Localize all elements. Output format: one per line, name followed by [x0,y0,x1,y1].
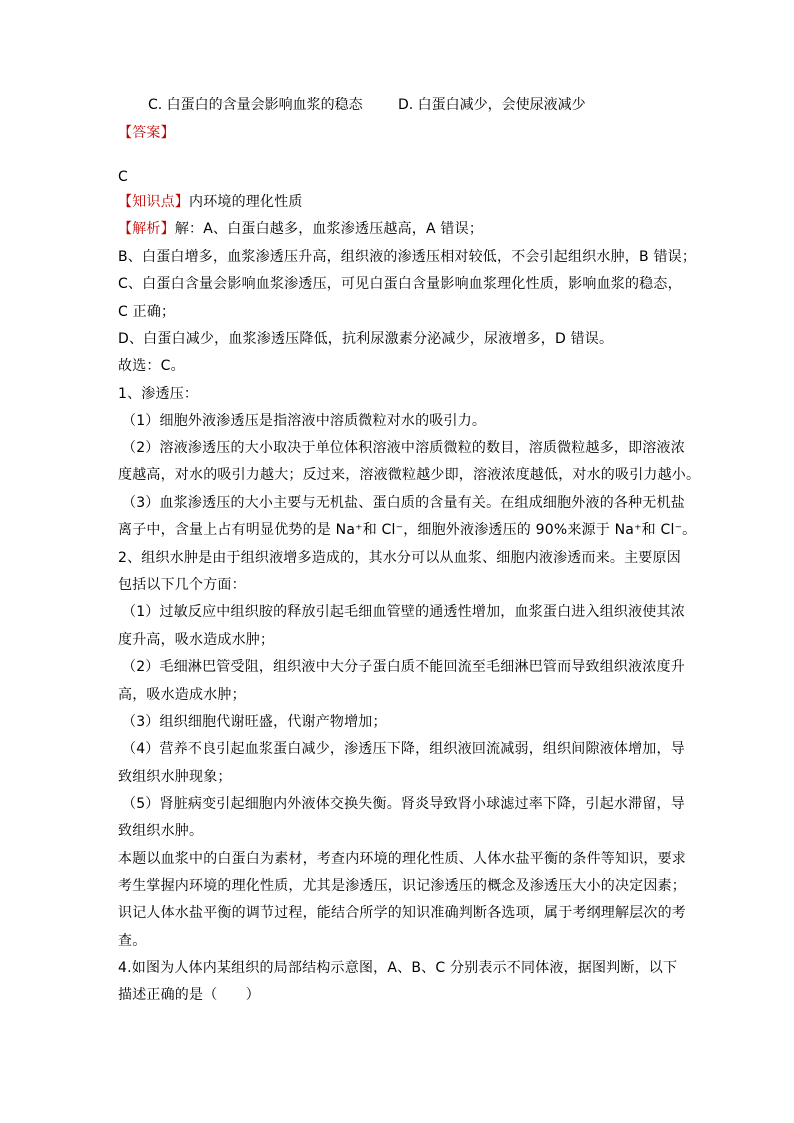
paragraph-line: D、白蛋白减少，血浆渗透压降低，抗利尿激素分泌减少，尿液增多，D 错误。 [118,331,614,347]
paragraph-line: 致组织水肿。 [118,823,204,839]
paragraph-line: （2）溶液渗透压的大小取决于单位体积溶液中溶质微粒的数目，溶质微粒越多，即溶液浓 [122,440,685,456]
knowledge-label: 【知识点】 [118,194,189,210]
paragraph-line: （1）细胞外液渗透压是指溶液中溶质微粒对水的吸引力。 [122,413,487,429]
paragraph-line: （1）过敏反应中组织胺的释放引起毛细血管壁的通透性增加，血浆蛋白进入组织液使其浓 [122,604,685,620]
paragraph-line: 度越高，对水的吸引力越大；反过来，溶液微粒越少即，溶液浓度越低，对水的吸引力越小。 [118,467,701,483]
paragraph-line: （3）组织细胞代谢旺盛，代谢产物增加； [122,714,387,730]
options-row-cd [148,95,586,115]
question-4-stem: 4.如图为人体内某组织的局部结构示意图，A、B、C 分别表示不同体液，据图判断，以下 [118,960,678,976]
question-4-stem: 描述正确的是（ ） [118,987,260,1003]
paragraph-line: 故选：C。 [118,358,185,374]
paragraph-line: 高，吸水造成水肿； [118,687,246,703]
paragraph-line: （2）毛细淋巴管受阻，组织液中大分子蛋白质不能回流至毛细淋巴管而导致组织液浓度升 [122,659,685,675]
analysis-line [118,219,483,239]
paragraph-line: 致组织水肿现象； [118,769,232,785]
paragraph-line: C 正确； [118,304,176,320]
analysis-label: 【解析】 [118,221,175,237]
answer-value: C [118,169,128,185]
knowledge-text: 内环境的理化性质 [189,194,303,210]
paragraph-line: （5）肾脏病变引起细胞内外液体交换失衡。肾炎导致肾小球滤过率下降，引起水滞留，导 [122,796,685,812]
option-c: C. 白蛋白的含量会影响血浆的稳态 [148,97,363,113]
paragraph-line: 考生掌握内环境的理化性质，尤其是渗透压，识记渗透压的概念及渗透压大小的决定因素； [118,878,686,894]
paragraph-line: 包括以下几个方面： [118,577,246,593]
analysis-text: 解：A、白蛋白越多，血浆渗透压越高，A 错误； [174,221,484,237]
paragraph-line: 离子中，含量上占有明显优势的是 Na⁺和 Cl⁻，细胞外液渗透压的 90%来源于 Na⁺和 Cl⁻。 [118,522,697,538]
paragraph-line: 本题以血浆中的白蛋白为素材，考查内环境的理化性质、人体水盐平衡的条件等知识，要求 [118,851,686,867]
paragraph-line: C、白蛋白含量会影响血浆渗透压，可见白蛋白含量影响血浆理化性质，影响血浆的稳态， [118,276,682,292]
knowledge-point [118,192,303,212]
paragraph-line: B、白蛋白增多，血浆渗透压升高，组织液的渗透压相对较低，不会引起组织水肿，B 错误； [118,249,697,265]
paragraph-line: （3）血浆渗透压的大小主要与无机盐、蛋白质的含量有关。在组成细胞外液的各种无机盐 [122,495,685,511]
answer-label: 【答案】 [118,125,175,141]
paragraph-line: 2、组织水肿是由于组织液增多造成的，其水分可以从血浆、细胞内液渗透而来。主要原因 [118,550,681,566]
paragraph-line: 度升高，吸水造成水肿； [118,632,275,648]
paragraph-line: （4）营养不良引起血浆蛋白减少，渗透压下降，组织液回流减弱，组织间隙液体增加，导 [122,741,685,757]
paragraph-line: 识记人体水盐平衡的调节过程，能结合所学的知识准确判断各选项，属于考纲理解层次的考 [118,905,686,921]
option-d: D. 白蛋白减少，会使尿液减少 [398,97,586,113]
paragraph-line: 查。 [118,933,147,949]
paragraph-line: 1、渗透压： [118,386,199,402]
